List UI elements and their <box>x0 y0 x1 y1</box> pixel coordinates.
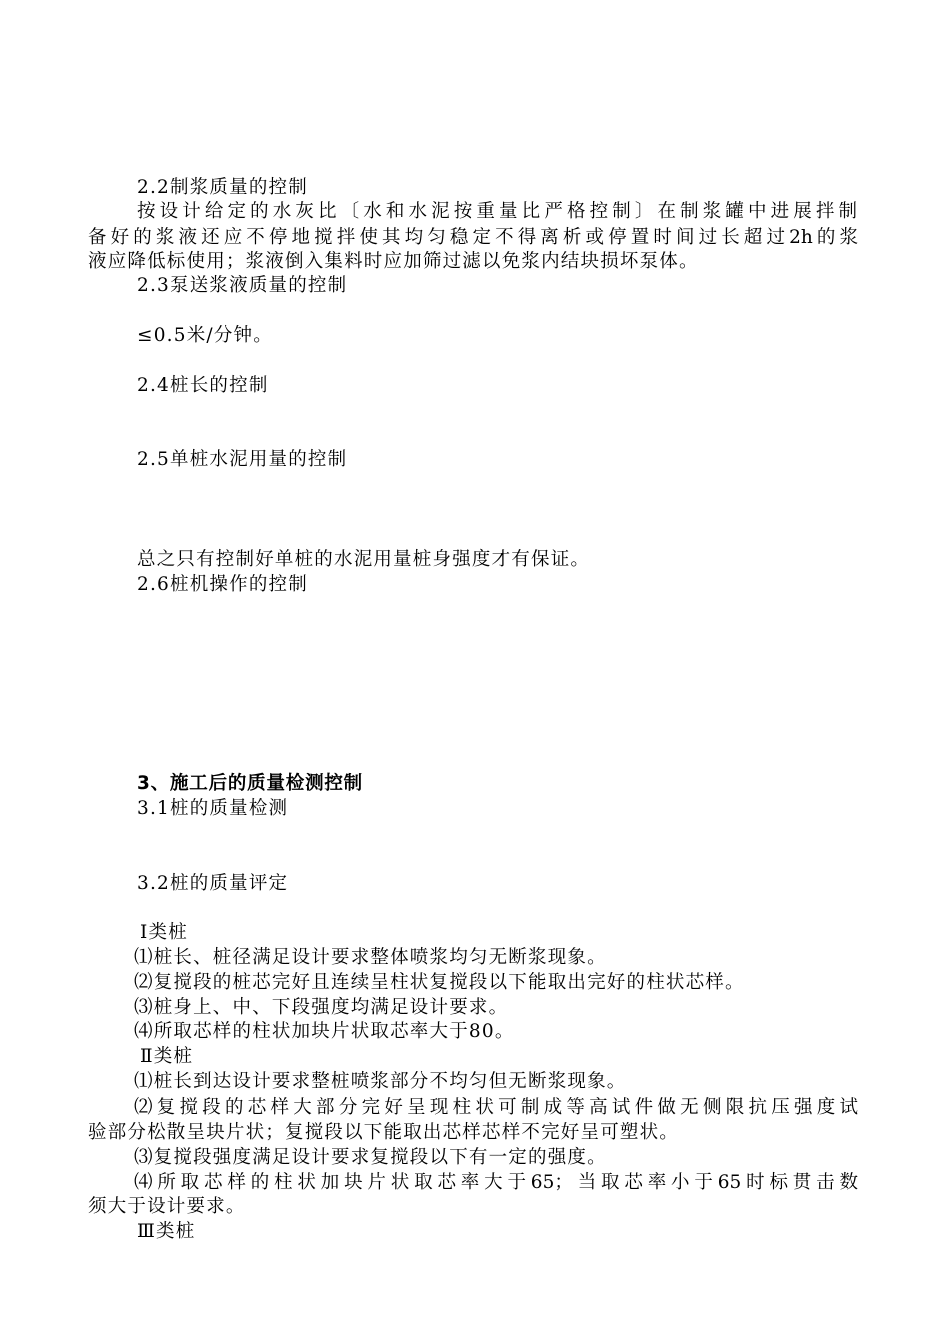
class-2-item-4-line-1: ⑷所取芯样的柱状加块片状取芯率大于65；当取芯率小于65时标贯击数 <box>134 1172 858 1193</box>
class-1-item-4: ⑷所取芯样的柱状加块片状取芯率大于80。 <box>134 1021 515 1042</box>
class-1-item-1: ⑴桩长、桩径满足设计要求整体喷浆均匀无断浆现象。 <box>134 947 607 968</box>
class-2-item-3: ⑶复搅段强度满足设计要求复搅段以下有一定的强度。 <box>134 1147 607 1168</box>
class-1-title: Ⅰ类桩 <box>140 922 188 943</box>
paragraph-2-2-line-2: 备好的浆液还应不停地搅拌使其均匀稳定不得离析或停置时间过长超过2h的浆 <box>88 227 858 248</box>
class-1-item-2: ⑵复搅段的桩芯完好且连续呈柱状复搅段以下能取出完好的柱状芯样。 <box>134 972 745 993</box>
cement-summary-line: 总之只有控制好单桩的水泥用量桩身强度才有保证。 <box>137 549 591 570</box>
paragraph-2-2-line-3: 液应降低标使用；浆液倒入集料时应加筛过滤以免浆内结块损坏泵体。 <box>88 251 699 272</box>
heading-3-1: 3.1桩的质量检测 <box>137 798 289 819</box>
pump-speed-line: ≤0.5米/分钟。 <box>137 325 273 346</box>
heading-3-2: 3.2桩的质量评定 <box>137 873 289 894</box>
class-3-title: Ⅲ类桩 <box>137 1221 196 1242</box>
class-2-item-1: ⑴桩长到达设计要求整桩喷浆部分不均匀但无断浆现象。 <box>134 1071 627 1092</box>
paragraph-2-2-line-1: 按设计给定的水灰比〔水和水泥按重量比严格控制〕在制浆罐中进展拌制 <box>137 201 857 222</box>
heading-2-4: 2.4桩长的控制 <box>137 375 269 396</box>
heading-2-5: 2.5单桩水泥用量的控制 <box>137 449 348 470</box>
heading-2-3: 2.3泵送浆液质量的控制 <box>137 275 348 296</box>
class-1-item-3: ⑶桩身上、中、下段强度均满足设计要求。 <box>134 997 509 1018</box>
class-2-item-2-line-1: ⑵复搅段的芯样大部分完好呈现柱状可制成等高试件做无侧限抗压强度试 <box>134 1097 858 1118</box>
class-2-title: Ⅱ类桩 <box>140 1046 194 1067</box>
heading-3: 3、施工后的质量检测控制 <box>137 773 363 794</box>
class-2-item-4-line-2: 须大于设计要求。 <box>88 1196 246 1217</box>
class-2-item-2-line-2: 验部分松散呈块片状；复搅段以下能取出芯样芯样不完好呈可塑状。 <box>88 1122 680 1143</box>
heading-2-2: 2.2制浆质量的控制 <box>137 177 308 198</box>
heading-2-6: 2.6桩机操作的控制 <box>137 574 308 595</box>
